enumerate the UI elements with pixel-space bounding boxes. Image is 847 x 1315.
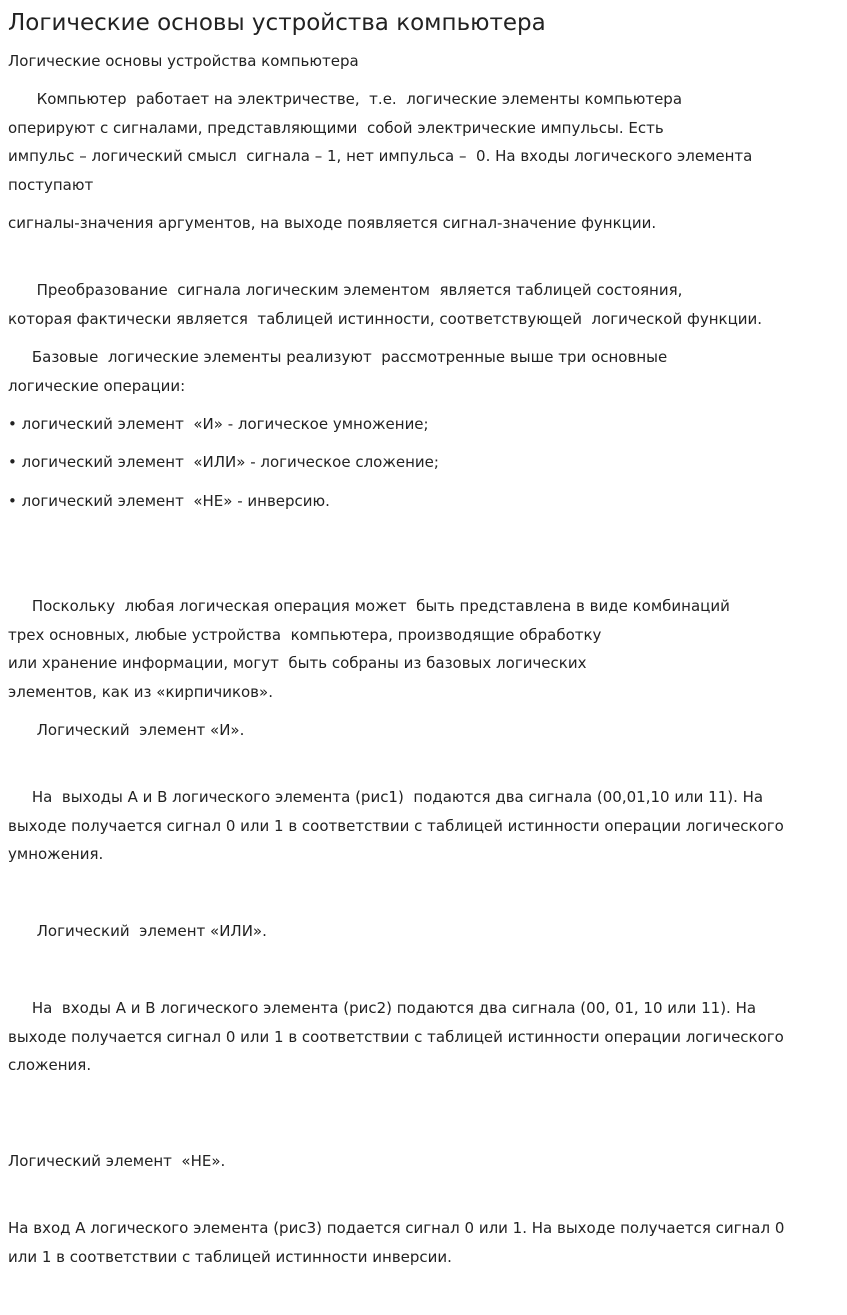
text-line: импульс – логический смысл сигнала – 1, нет импульса – 0. На входы логического элемента: [8, 147, 753, 165]
text-line: Поскольку любая логическая операция может быть представлена в виде комбинаций: [8, 597, 730, 615]
page-subtitle: Логические основы устройства компьютера: [8, 52, 359, 70]
and-paragraph: [8, 783, 840, 869]
combination-paragraph: [8, 592, 840, 706]
text-line: оперируют с сигналами, представляющими собой электрические импульсы. Есть: [8, 118, 664, 137]
text-line: Компьютер работает на электричестве, т.е. логические элементы компьютера: [8, 90, 683, 108]
text-line: На выходы А и В логического элемента (рис1) подаются два сигнала (00,01,10 или 11). На: [8, 788, 764, 806]
list-item: • логический элемент «И» - логическое умножение;: [8, 415, 429, 433]
text-line: умножения.: [8, 845, 104, 863]
section-heading: Логический элемент «ИЛИ».: [8, 922, 267, 940]
text-line: сигналы-значения аргументов, на выходе появляется сигнал-значение функции.: [8, 214, 657, 232]
list-item: • логический элемент «НЕ» - инверсию.: [8, 492, 330, 510]
basic-elements-paragraph: [8, 343, 840, 400]
bullet-item-or: [8, 448, 840, 477]
section-heading: Логический элемент «НЕ».: [8, 1152, 226, 1170]
section-heading: Логический элемент «И».: [8, 721, 245, 739]
text-line: выходе получается сигнал 0 или 1 в соответствии с таблицей истинности операции логического: [8, 1027, 784, 1046]
text-line: логические операции:: [8, 376, 186, 395]
list-item: • логический элемент «ИЛИ» - логическое сложение;: [8, 453, 439, 471]
not-heading: [8, 1147, 840, 1176]
text-line: элементов, как из «кирпичиков».: [8, 682, 273, 701]
text-line: Преобразование сигнала логическим элементом является таблицей состояния,: [8, 281, 683, 299]
text-line: сложения.: [8, 1056, 92, 1074]
text-line: трех основных, любые устройства компьютера, производящие обработку: [8, 625, 602, 644]
or-paragraph: [8, 994, 840, 1080]
or-heading: [8, 917, 840, 946]
transform-paragraph: [8, 276, 840, 333]
text-line: выходе получается сигнал 0 или 1 в соответствии с таблицей истинности операции логического: [8, 816, 784, 835]
bullet-item-not: [8, 487, 840, 516]
intro-paragraph: [8, 85, 840, 199]
bullet-item-and: [8, 410, 840, 439]
text-line: На входы А и В логического элемента (рис2) подаются два сигнала (00, 01, 10 или 11). На: [8, 999, 757, 1017]
text-line: или 1 в соответствии с таблицей истинности инверсии.: [8, 1247, 452, 1266]
page-title: Логические основы устройства компьютера: [8, 10, 546, 36]
text-line: или хранение информации, могут быть собраны из базовых логических: [8, 654, 587, 672]
text-line: На вход А логического элемента (рис3) подается сигнал 0 или 1. На выходе получается сигнал 0: [8, 1219, 785, 1237]
intro-continuation: [8, 209, 840, 238]
and-heading: [8, 716, 840, 745]
text-line: Базовые логические элементы реализуют рассмотренные выше три основные: [8, 348, 668, 366]
text-line: поступают: [8, 175, 94, 194]
not-paragraph: [8, 1214, 840, 1271]
text-line: которая фактически является таблицей истинности, соответствующей логической функции.: [8, 309, 763, 328]
